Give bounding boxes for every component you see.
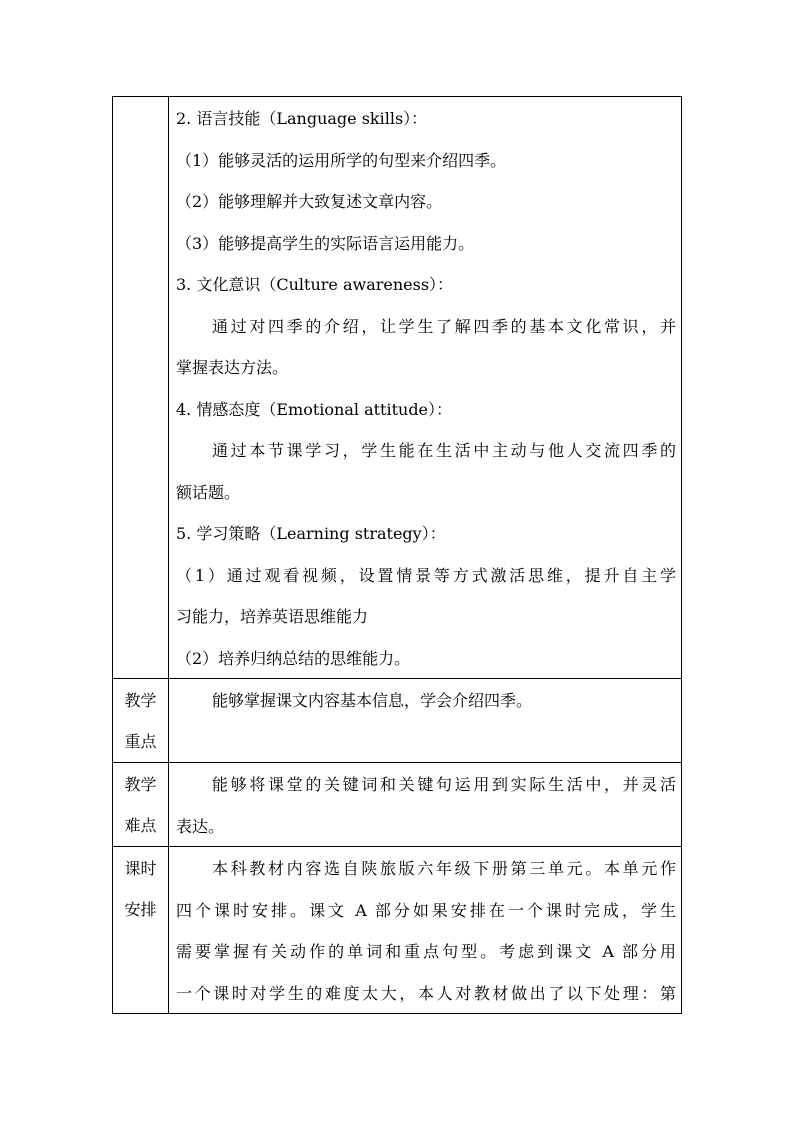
text-line: 四个课时安排。课文 A 部分如果安排在一个课时完成，学生: [176, 900, 676, 920]
table-row-key-points: [113, 679, 682, 763]
text-line: 额话题。: [176, 482, 241, 502]
text-line: 通过对四季的介绍，让学生了解四季的基本文化常识，并: [212, 316, 676, 336]
objectives-content: [169, 97, 681, 678]
text-line: （1）通过观看视频，设置情景等方式激活思维，提升自主学: [176, 565, 676, 585]
label-line: 安排: [124, 900, 157, 919]
label-line: 难点: [124, 816, 157, 835]
difficulties-content: [169, 763, 681, 846]
label-line: 教学: [124, 691, 157, 710]
text-line: 2. 语言技能（Language skills）：: [176, 109, 428, 128]
text-line: 习能力，培养英语思维能力: [176, 607, 369, 626]
row-label-difficulties: [113, 763, 168, 846]
difficulties-content-cell: [169, 763, 682, 847]
text-line: （1）能够灵活的运用所学的句型来介绍四季。: [176, 150, 507, 170]
text-line: 需要掌握有关动作的单词和重点句型。考虑到课文 A 部分用: [176, 942, 676, 961]
label-line: 课时: [124, 859, 157, 878]
label-line: 教学: [124, 775, 157, 794]
row-label-cell: [113, 679, 169, 763]
row-label-cell: [113, 97, 169, 679]
schedule-content: [169, 847, 681, 1013]
text-line: 一个课时对学生的难度太大，本人对教材做出了以下处理：第: [176, 983, 676, 1003]
table-row-difficulties: [113, 763, 682, 847]
lesson-plan-table: [112, 96, 682, 1014]
label-line: 重点: [124, 732, 157, 751]
text-line: 表达。: [176, 816, 225, 836]
row-label-key-points: [113, 679, 168, 762]
objectives-content-cell: [169, 97, 682, 679]
text-line: （2）培养归纳总结的思维能力。: [176, 648, 411, 668]
schedule-content-cell: [169, 847, 682, 1014]
text-line: （2）能够理解并大致复述文章内容。: [176, 192, 443, 211]
text-line: （3）能够提高学生的实际语言运用能力。: [176, 233, 475, 253]
text-line: 4. 情感态度（Emotional attitude）：: [176, 399, 453, 419]
text-line: 3. 文化意识（Culture awareness）：: [176, 275, 454, 294]
key-points-content-cell: [169, 679, 682, 763]
table-row-objectives: [113, 97, 682, 679]
text-line: 能够将课堂的关键词和关键句运用到实际生活中，并灵活: [212, 775, 676, 794]
text-line: 掌握表达方法。: [176, 358, 289, 377]
row-label-cell: [113, 847, 169, 1014]
text-line: 通过本节课学习，学生能在生活中主动与他人交流四季的: [212, 441, 676, 460]
key-points-content: [169, 679, 681, 762]
text-line: 能够掌握课文内容基本信息，学会介绍四季。: [212, 691, 533, 710]
table-row-schedule: [113, 847, 682, 1014]
text-line: 5. 学习策略（Learning strategy）：: [176, 524, 446, 543]
row-label-schedule: [113, 847, 168, 930]
row-label-cell: [113, 763, 169, 847]
text-line: 本科教材内容选自陕旅版六年级下册第三单元。本单元作: [212, 859, 676, 878]
